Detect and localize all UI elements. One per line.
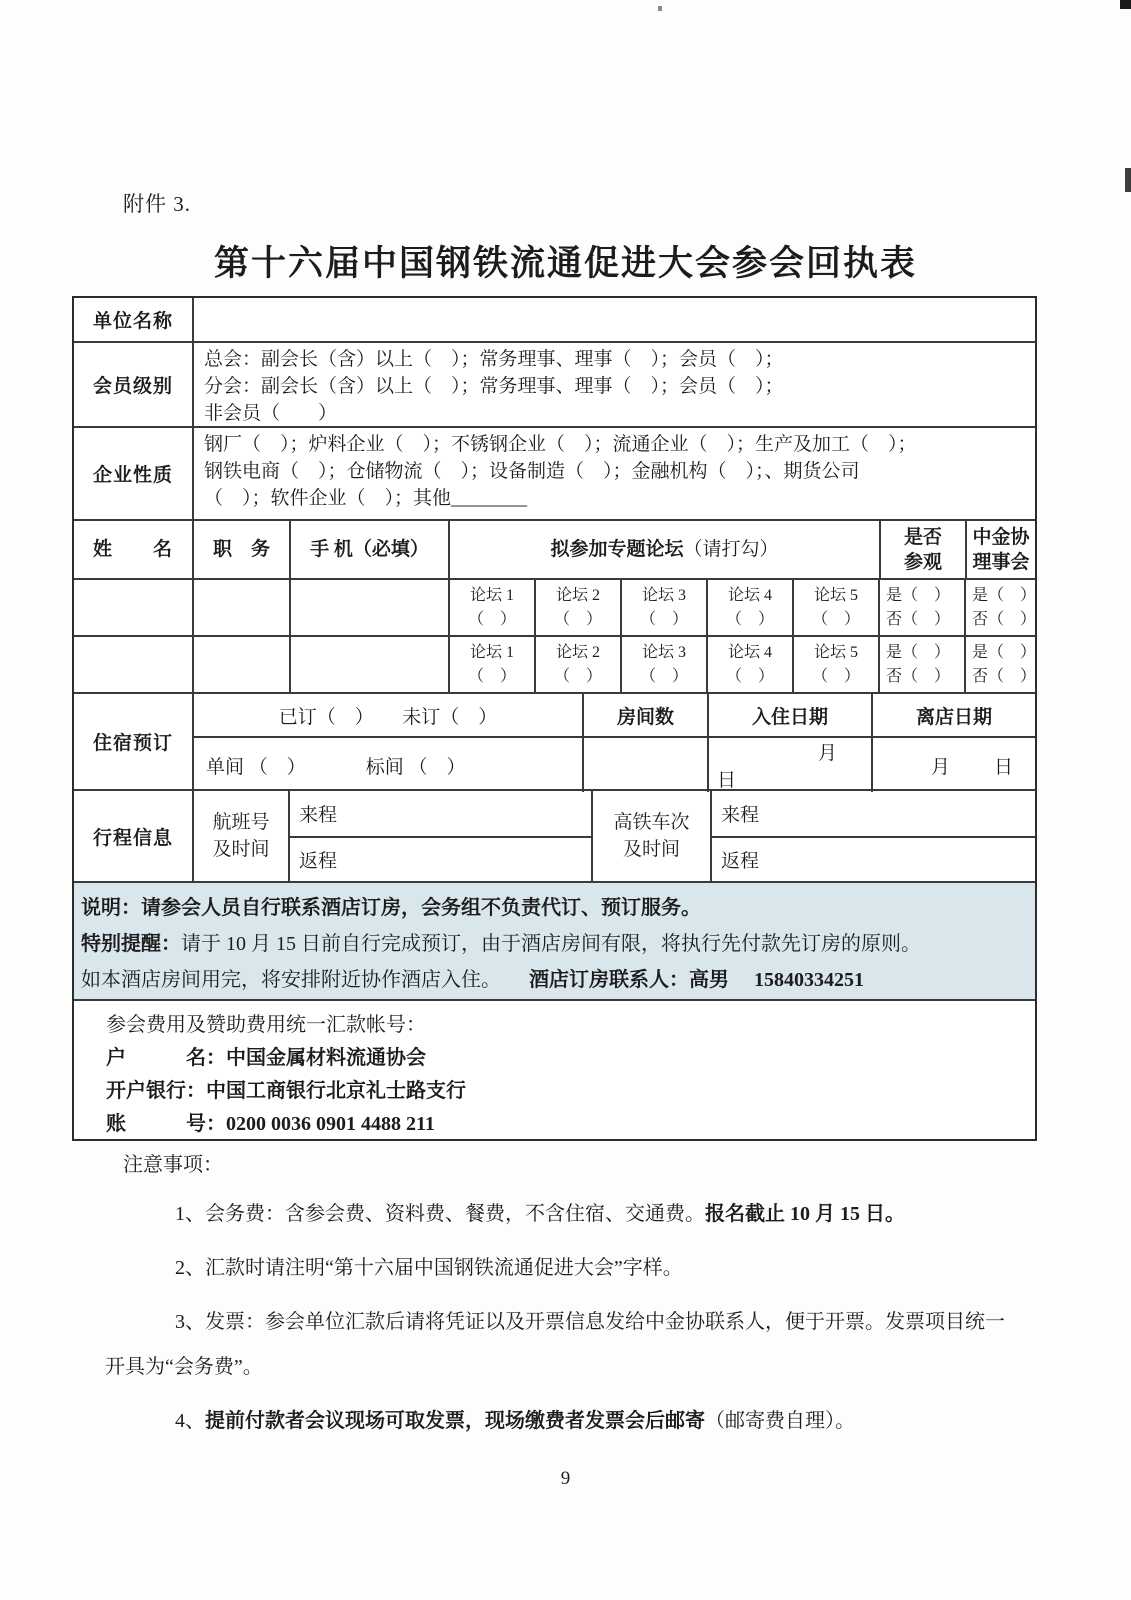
checkin-day: 日 [717,770,737,791]
notice-line1 [81,890,1025,926]
forum-4-label: 论坛 4 [727,586,772,604]
col-header-forums [448,521,879,578]
note-item-4 [105,1399,1005,1444]
forum-5-paren: （ ） [811,610,860,628]
council-yes: 是（ ） [972,643,1037,661]
forum-5-paren: （ ） [811,667,860,685]
bank-intro: 参会费用及赞助费用统一汇款帐号： [106,1014,426,1036]
row-hotel-booking [74,692,1035,789]
rail-return-field: 返程 [712,836,1035,881]
enterprise-type-line3: （ ）；软件企业（ ）；其他________ [204,488,528,509]
job-field [192,580,289,635]
forum-3-checkbox [620,637,706,692]
flight-number-label [192,791,288,881]
flight-outbound-field: 来程 [299,805,338,826]
col-header-mobile: 手 机（必填） [289,521,448,578]
note-item-2 [105,1246,1005,1291]
scan-artifact [658,6,662,11]
note-item-3 [105,1300,1005,1390]
forum-1-paren: （ ） [467,610,516,628]
hotel-value-subrow [194,736,1035,792]
job-field [192,637,289,692]
note-4-bold-text: 提前付款者会议现场可取发票，现场缴费者发票会后邮寄 [205,1410,705,1432]
rooms-count-label: 房间数 [582,694,707,736]
checkin-date-label: 入住日期 [707,694,871,736]
visit-yes: 是（ ） [886,586,951,604]
rail-label-line2: 及时间 [622,839,680,860]
rooms-count-field [582,738,707,792]
council-header-line2: 理事会 [972,551,1030,573]
forum-2-label: 论坛 2 [555,586,600,604]
forum-header-paren: （请打勾） [683,539,779,560]
room-single-option: 单间 （ ） [206,756,306,778]
notes-section [105,1146,1005,1453]
flight-label-line1: 航班号 [212,812,270,833]
forum-header-main: 拟参加专题论坛 [550,539,684,560]
visit-no: 否（ ） [886,667,951,685]
notes-title: 注意事项： [123,1154,223,1176]
council-no: 否（ ） [972,667,1037,685]
note-2-text: 2、汇款时请注明“第十六届中国钢铁流通促进大会”字样。 [175,1257,683,1279]
note-item-1 [105,1192,1005,1237]
booking-status: 已订（ ） 未订（ ） [278,706,498,728]
forum-4-paren: （ ） [725,610,774,628]
forum-2-checkbox [534,580,620,635]
row-bank-info [74,999,1035,1139]
note-4-prefix: 4、 [175,1410,205,1432]
row-member-level [74,341,1035,426]
note-1-text: 1、会务费：含参会费、资料费、餐费，不含住宿、交通费。 [175,1203,705,1225]
bank-account-name: 户 名：中国金属材料流通协会 [106,1047,426,1069]
checkout-date-field [871,738,1035,792]
room-standard-option: 标间 （ ） [365,756,466,778]
enterprise-type-line2: 钢铁电商（ ）；仓储物流（ ）；设备制造（ ）；金融机构（ ）；、期货公司 [204,461,860,482]
visit-header-line1: 是否 [903,526,942,548]
col-header-council [965,521,1035,578]
note-1-deadline: 报名截止 10 月 15 日。 [705,1203,905,1225]
notice-reminder-text: 请于 10 月 15 日前自行完成预订，由于酒店房间有限，将执行先付款先订房的原则。 [181,933,921,955]
enterprise-type-options [192,428,1035,519]
forum-3-label: 论坛 3 [641,586,686,604]
notice-reminder-label: 特别提醒： [81,933,181,955]
attachment-label: 附件 3. [123,192,191,216]
member-level-line3: 非会员（ ） [204,403,338,424]
col-header-name: 姓 名 [92,539,173,560]
scan-artifact [1125,168,1131,192]
forum-5-checkbox [792,580,878,635]
forum-4-label: 论坛 4 [727,643,772,661]
forum-5-label: 论坛 5 [813,586,858,604]
forum-4-checkbox [706,637,792,692]
forum-1-checkbox [448,580,534,635]
checkin-month: 月 [817,743,837,764]
mobile-field [289,637,448,692]
forum-2-paren: （ ） [553,610,602,628]
flight-label-line2: 及时间 [212,839,270,860]
checkout-month-day: 月 日 [930,756,1015,778]
forum-4-checkbox [706,580,792,635]
forum-2-paren: （ ） [553,667,602,685]
col-header-job: 职 务 [192,521,289,578]
mobile-field [289,580,448,635]
bank-branch: 开户银行：中国工商银行北京礼士路支行 [106,1080,466,1102]
forum-1-label: 论坛 1 [469,643,514,661]
forum-5-label: 论坛 5 [813,643,858,661]
name-field [74,637,192,692]
visit-yes: 是（ ） [886,643,951,661]
notice-overflow-text: 如本酒店房间用完，将安排附近协作酒店入住。 [81,969,501,991]
council-no: 否（ ） [972,610,1037,628]
member-level-line1: 总会：副会长（含）以上（ ）；常务理事、理事（ ）；会员（ ）； [204,349,784,370]
notice-statement: 说明：请参会人员自行联系酒店订房，会务组不负责代订、预订服务。 [81,897,701,919]
forum-3-label: 论坛 3 [641,643,686,661]
notice-line2 [81,926,1025,962]
page-number: 9 [560,1468,571,1489]
col-header-visit [879,521,965,578]
itinerary-label: 行程信息 [92,827,173,849]
row-itinerary [74,789,1035,881]
rail-number-label [591,791,710,881]
hotel-contact-info: 酒店订房联系人：高男 15840334251 [529,969,864,991]
council-yes-no [964,637,1035,692]
member-level-label: 会员级别 [92,376,173,397]
room-type-options [194,738,582,792]
note-4-suffix: （邮寄费自理）。 [705,1410,855,1432]
forum-4-paren: （ ） [725,667,774,685]
member-level-line2: 分会：副会长（含）以上（ ）；常务理事、理事（ ）；会员（ ）； [204,376,784,397]
checkout-date-label: 离店日期 [871,694,1035,736]
council-header-line1: 中金协 [972,526,1030,548]
visit-header-line2: 参观 [903,551,942,573]
forum-1-checkbox [448,637,534,692]
rail-outbound-field: 来程 [721,805,760,826]
council-yes-no [964,580,1035,635]
rail-label-line1: 高铁车次 [613,812,690,833]
enterprise-type-label: 企业性质 [92,465,173,486]
flight-trip-fields [288,791,591,881]
rail-trip-fields [710,791,1035,881]
row-enterprise-type [74,426,1035,519]
registration-table [72,296,1037,1141]
hotel-label: 住宿预订 [92,733,173,754]
row-attendee-header [74,519,1035,578]
flight-return-field: 返程 [290,836,591,881]
forum-5-checkbox [792,637,878,692]
forum-1-paren: （ ） [467,667,516,685]
unit-name-field [192,298,1035,341]
member-level-options [192,343,1035,426]
forum-1-label: 论坛 1 [469,586,514,604]
bank-account-number: 账 号：0200 0036 0901 4488 211 [106,1113,435,1135]
forum-2-label: 论坛 2 [555,643,600,661]
page-title: 第十六届中国钢铁流通促进大会参会回执表 [213,244,917,283]
hotel-header-subrow [194,694,1035,736]
visit-yes-no [878,580,964,635]
forum-3-checkbox [620,580,706,635]
name-field [74,580,192,635]
checkin-date-field [707,738,871,792]
attendee-row-2 [74,635,1035,692]
forum-2-checkbox [534,637,620,692]
hotel-details [192,694,1035,789]
scan-artifact [1120,0,1131,9]
note-3-text: 3、发票：参会单位汇款后请将凭证以及开票信息发给中金协联系人，便于开票。发票项目统一开具为“会务费”。 [105,1311,1005,1378]
forum-3-paren: （ ） [639,610,688,628]
visit-yes-no [878,637,964,692]
row-unit-name [74,298,1035,341]
unit-name-label: 单位名称 [92,311,173,332]
visit-no: 否（ ） [886,610,951,628]
row-hotel-notice [74,881,1035,999]
enterprise-type-line1: 钢厂（ ）；炉料企业（ ）；不锈钢企业（ ）；流通企业（ ）；生产及加工（ ）； [204,434,917,455]
notice-line3 [81,962,1025,998]
council-yes: 是（ ） [972,586,1037,604]
attendee-row-1 [74,578,1035,635]
forum-3-paren: （ ） [639,667,688,685]
